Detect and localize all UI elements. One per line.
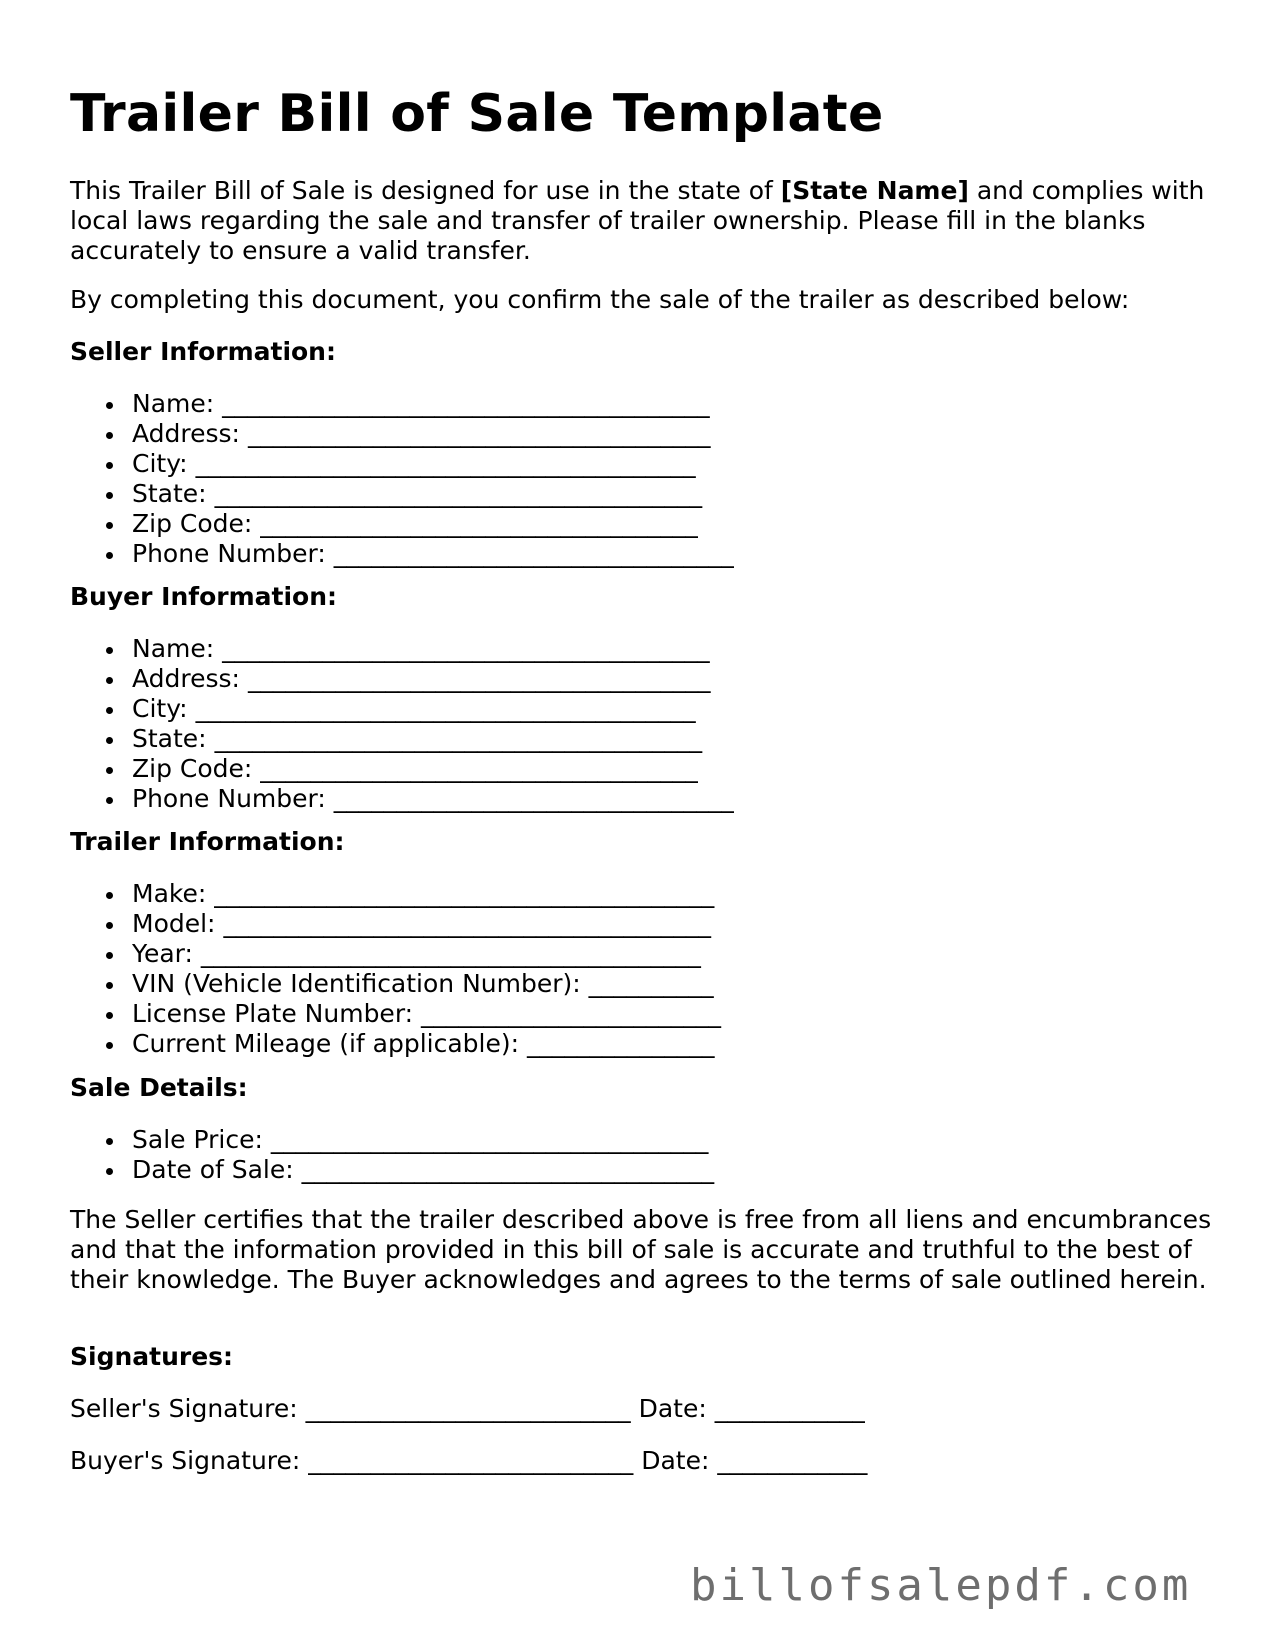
- seller-city-field[interactable]: City: ________________________________________: [70, 449, 734, 479]
- trailer-plate-field[interactable]: License Plate Number: ________________________: [70, 999, 721, 1029]
- seller-date-blank[interactable]: ____________: [714, 1394, 865, 1423]
- buyer-heading: Buyer Information:: [70, 582, 338, 611]
- seller-signature-blank[interactable]: __________________________: [305, 1394, 631, 1423]
- intro-text-after: and complies with local laws regarding the sale and transfer of trailer ownership. Please fill in the blanks accurately to ensure a valid transfer.: [70, 176, 1205, 265]
- buyer-name-field[interactable]: Name: _______________________________________: [70, 634, 734, 664]
- trailer-make-field[interactable]: Make: ________________________________________: [70, 879, 721, 909]
- seller-name-field[interactable]: Name: _______________________________________: [70, 389, 734, 419]
- trailer-mileage-field[interactable]: Current Mileage (if applicable): _______________: [70, 1029, 721, 1059]
- seller-address-field[interactable]: Address: _____________________________________: [70, 419, 734, 449]
- seller-date-label: Date:: [638, 1394, 707, 1423]
- sale-heading: Sale Details:: [70, 1073, 248, 1102]
- buyer-phone-field[interactable]: Phone Number: ________________________________: [70, 784, 734, 814]
- page-title: Trailer Bill of Sale Template: [70, 84, 884, 144]
- sale-date-field[interactable]: Date of Sale: _________________________________: [70, 1155, 714, 1185]
- buyer-date-blank[interactable]: ____________: [717, 1446, 868, 1475]
- seller-zip-field[interactable]: Zip Code: ___________________________________: [70, 509, 734, 539]
- seller-signature-label: Seller's Signature:: [70, 1394, 298, 1423]
- trailer-field-list: [70, 879, 721, 1059]
- sale-field-list: [70, 1125, 714, 1185]
- certification-paragraph: The Seller certifies that the trailer described above is free from all liens and encumbrances and that the information provided in this bill of sale is accurate and truthful to the best of their knowledge. The Buyer acknowledges and agrees to the terms of sale outlined herein.: [70, 1205, 1212, 1294]
- buyer-signature-label: Buyer's Signature:: [70, 1446, 301, 1475]
- intro-text-before: This Trailer Bill of Sale is designed for use in the state of: [70, 176, 781, 205]
- state-name-placeholder: [State Name]: [780, 176, 969, 205]
- buyer-field-list: [70, 634, 734, 814]
- trailer-model-field[interactable]: Model: _______________________________________: [70, 909, 721, 939]
- confirm-paragraph: By completing this document, you confirm the sale of the trailer as described below:: [70, 285, 1130, 314]
- seller-signature-line: [70, 1394, 865, 1424]
- seller-field-list: [70, 389, 734, 569]
- seller-state-field[interactable]: State: _______________________________________: [70, 479, 734, 509]
- buyer-state-field[interactable]: State: _______________________________________: [70, 724, 734, 754]
- seller-heading: Seller Information:: [70, 337, 336, 366]
- signatures-heading: Signatures:: [70, 1342, 234, 1371]
- intro-paragraph: [70, 176, 1220, 266]
- trailer-heading: Trailer Information:: [70, 827, 345, 856]
- watermark: billofsalepdf.com: [690, 1560, 1192, 1611]
- trailer-year-field[interactable]: Year: ________________________________________: [70, 939, 721, 969]
- buyer-date-label: Date:: [641, 1446, 710, 1475]
- buyer-address-field[interactable]: Address: _____________________________________: [70, 664, 734, 694]
- buyer-zip-field[interactable]: Zip Code: ___________________________________: [70, 754, 734, 784]
- sale-price-field[interactable]: Sale Price: ___________________________________: [70, 1125, 714, 1155]
- buyer-signature-line: [70, 1446, 867, 1476]
- seller-phone-field[interactable]: Phone Number: ________________________________: [70, 539, 734, 569]
- trailer-vin-field[interactable]: VIN (Vehicle Identification Number): __________: [70, 969, 721, 999]
- buyer-city-field[interactable]: City: ________________________________________: [70, 694, 734, 724]
- buyer-signature-blank[interactable]: __________________________: [308, 1446, 634, 1475]
